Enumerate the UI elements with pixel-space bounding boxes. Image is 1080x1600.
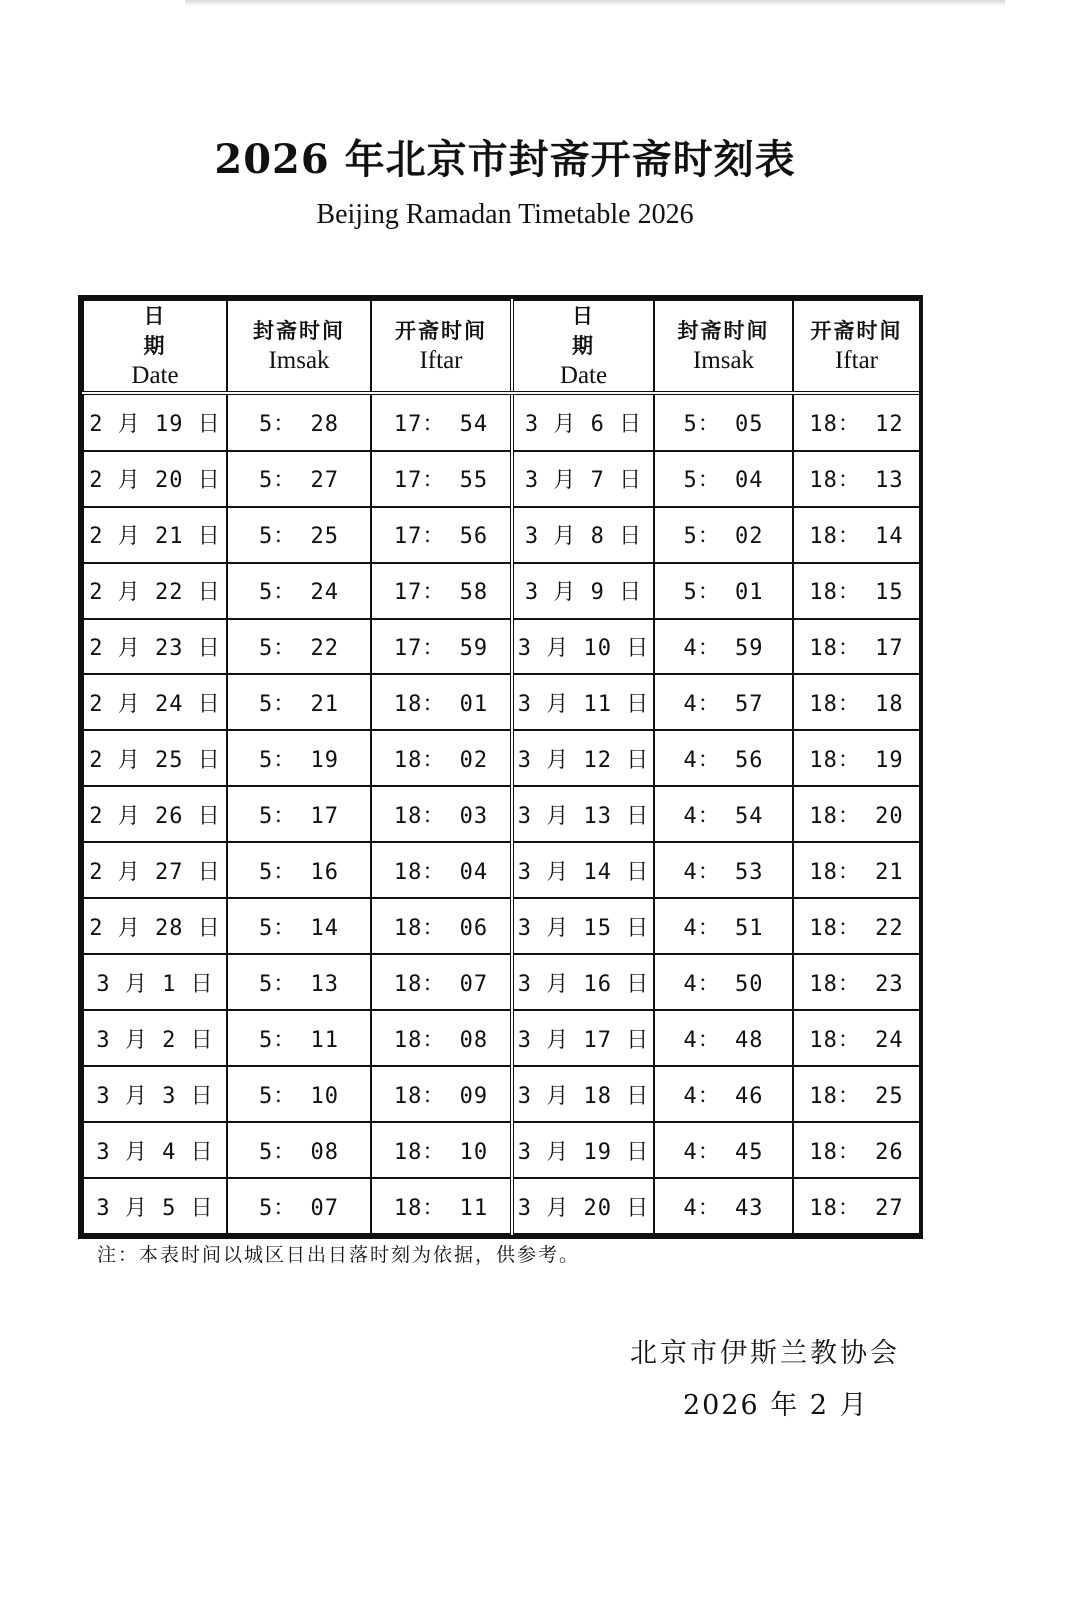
- header-iftar-cn-2: 开斋时间: [810, 319, 903, 343]
- header-iftar-en-2: Iftar: [834, 347, 879, 374]
- imsak-cell: 5： 14: [227, 898, 371, 954]
- date-cell: 2 月 21 日: [83, 507, 227, 563]
- date-cell: 2 月 25 日: [83, 730, 227, 786]
- header-date-cn-2: 日 期: [572, 304, 617, 358]
- iftar-cell: 18： 08: [371, 1010, 512, 1066]
- imsak-cell: 5： 02: [654, 507, 793, 563]
- iftar-cell: 18： 04: [371, 842, 512, 898]
- scan-edge: [185, 0, 1005, 6]
- iftar-cell: 18： 18: [793, 674, 920, 730]
- imsak-cell: 5： 11: [227, 1010, 371, 1066]
- iftar-cell: 18： 02: [371, 730, 512, 786]
- header-iftar-en: Iftar: [419, 347, 463, 374]
- iftar-cell: 18： 20: [793, 786, 920, 842]
- iftar-cell: 18： 24: [793, 1010, 920, 1066]
- imsak-cell: 4： 56: [654, 730, 793, 786]
- iftar-cell: 17： 58: [371, 563, 512, 619]
- date-cell: 3 月 19 日: [512, 1122, 654, 1178]
- iftar-cell: 18： 21: [793, 842, 920, 898]
- table-row: [83, 1122, 920, 1178]
- iftar-cell: 18： 07: [371, 954, 512, 1010]
- imsak-cell: 5： 08: [227, 1122, 371, 1178]
- date-cell: 3 月 4 日: [83, 1122, 227, 1178]
- timetable-grid: [82, 299, 921, 1235]
- header-imsak-en-2: Imsak: [692, 347, 755, 374]
- iftar-cell: 18： 22: [793, 898, 920, 954]
- page-subtitle: Beijing Ramadan Timetable 2026: [316, 199, 694, 230]
- issuer-organization: 北京市伊斯兰教协会: [630, 1338, 900, 1369]
- date-cell: 2 月 22 日: [83, 563, 227, 619]
- table-row: [83, 786, 920, 842]
- header-iftar-cn: 开斋时间: [395, 319, 487, 343]
- imsak-cell: 4： 57: [654, 674, 793, 730]
- iftar-cell: 18： 14: [793, 507, 920, 563]
- imsak-cell: 4： 50: [654, 954, 793, 1010]
- table-row: [83, 563, 920, 619]
- date-cell: 3 月 20 日: [512, 1178, 654, 1234]
- iftar-cell: 18： 23: [793, 954, 920, 1010]
- imsak-cell: 5： 05: [654, 393, 793, 451]
- header-date-cn: 日 期: [143, 304, 189, 358]
- date-cell: 2 月 23 日: [83, 619, 227, 675]
- header-imsak: [227, 300, 371, 393]
- date-cell: 3 月 16 日: [512, 954, 654, 1010]
- iftar-cell: 18： 03: [371, 786, 512, 842]
- imsak-cell: 5： 24: [227, 563, 371, 619]
- imsak-cell: 4： 54: [654, 786, 793, 842]
- date-cell: 3 月 6 日: [512, 393, 654, 451]
- iftar-cell: 17： 59: [371, 619, 512, 675]
- header-imsak-2: [654, 300, 793, 393]
- date-cell: 2 月 24 日: [83, 674, 227, 730]
- imsak-cell: 5： 13: [227, 954, 371, 1010]
- header-imsak-cn: 封斋时间: [253, 319, 345, 343]
- table-row: [83, 507, 920, 563]
- imsak-cell: 5： 27: [227, 451, 371, 507]
- imsak-cell: 5： 04: [654, 451, 793, 507]
- iftar-cell: 18： 09: [371, 1066, 512, 1122]
- iftar-cell: 18： 19: [793, 730, 920, 786]
- date-cell: 3 月 5 日: [83, 1178, 227, 1234]
- imsak-cell: 5： 07: [227, 1178, 371, 1234]
- iftar-cell: 17： 55: [371, 451, 512, 507]
- iftar-cell: 18： 12: [793, 393, 920, 451]
- table-row: [83, 674, 920, 730]
- date-cell: 3 月 2 日: [83, 1010, 227, 1066]
- date-cell: 3 月 9 日: [512, 563, 654, 619]
- header-row: [83, 300, 920, 393]
- header-date-en-2: Date: [559, 362, 608, 389]
- header-date: [83, 300, 227, 393]
- header-imsak-en: Imsak: [268, 347, 330, 374]
- date-cell: 3 月 12 日: [512, 730, 654, 786]
- table-row: [83, 730, 920, 786]
- table-row: [83, 954, 920, 1010]
- date-cell: 3 月 3 日: [83, 1066, 227, 1122]
- date-cell: 2 月 20 日: [83, 451, 227, 507]
- table-row: [83, 842, 920, 898]
- imsak-cell: 4： 45: [654, 1122, 793, 1178]
- iftar-cell: 18： 06: [371, 898, 512, 954]
- iftar-cell: 18： 13: [793, 451, 920, 507]
- table-row: [83, 1010, 920, 1066]
- header-iftar-2: [793, 300, 920, 393]
- imsak-cell: 5： 25: [227, 507, 371, 563]
- date-cell: 2 月 26 日: [83, 786, 227, 842]
- table-row: [83, 898, 920, 954]
- imsak-cell: 5： 16: [227, 842, 371, 898]
- imsak-cell: 4： 48: [654, 1010, 793, 1066]
- iftar-cell: 17： 56: [371, 507, 512, 563]
- iftar-cell: 18： 17: [793, 619, 920, 675]
- imsak-cell: 5： 19: [227, 730, 371, 786]
- date-cell: 3 月 18 日: [512, 1066, 654, 1122]
- header-date-en: Date: [131, 362, 179, 389]
- imsak-cell: 5： 22: [227, 619, 371, 675]
- date-cell: 3 月 1 日: [83, 954, 227, 1010]
- table-row: [83, 1066, 920, 1122]
- date-cell: 3 月 7 日: [512, 451, 654, 507]
- date-cell: 3 月 11 日: [512, 674, 654, 730]
- imsak-cell: 4： 59: [654, 619, 793, 675]
- iftar-cell: 18： 01: [371, 674, 512, 730]
- date-cell: 3 月 15 日: [512, 898, 654, 954]
- imsak-cell: 5： 10: [227, 1066, 371, 1122]
- iftar-cell: 17： 54: [371, 393, 512, 451]
- issue-date: 2026 年 2 月: [683, 1390, 869, 1421]
- date-cell: 3 月 17 日: [512, 1010, 654, 1066]
- iftar-cell: 18： 26: [793, 1122, 920, 1178]
- page-title: 2026 年北京市封斋开斋时刻表: [214, 136, 796, 183]
- timetable: [78, 295, 923, 1239]
- table-row: [83, 619, 920, 675]
- date-cell: 3 月 14 日: [512, 842, 654, 898]
- imsak-cell: 4： 51: [654, 898, 793, 954]
- date-cell: 2 月 27 日: [83, 842, 227, 898]
- iftar-cell: 18： 10: [371, 1122, 512, 1178]
- imsak-cell: 4： 46: [654, 1066, 793, 1122]
- table-row: [83, 393, 920, 451]
- imsak-cell: 4： 43: [654, 1178, 793, 1234]
- date-cell: 2 月 28 日: [83, 898, 227, 954]
- date-cell: 3 月 8 日: [512, 507, 654, 563]
- footnote: 注：本表时间以城区日出日落时刻为依据，供参考。: [97, 1244, 581, 1266]
- iftar-cell: 18： 27: [793, 1178, 920, 1234]
- table-row: [83, 1178, 920, 1234]
- iftar-cell: 18： 15: [793, 563, 920, 619]
- imsak-cell: 5： 01: [654, 563, 793, 619]
- imsak-cell: 5： 17: [227, 786, 371, 842]
- date-cell: 3 月 10 日: [512, 619, 654, 675]
- date-cell: 2 月 19 日: [83, 393, 227, 451]
- date-cell: 3 月 13 日: [512, 786, 654, 842]
- table-row: [83, 451, 920, 507]
- header-imsak-cn-2: 封斋时间: [677, 319, 770, 343]
- iftar-cell: 18： 11: [371, 1178, 512, 1234]
- imsak-cell: 5： 21: [227, 674, 371, 730]
- header-iftar: [371, 300, 512, 393]
- imsak-cell: 5： 28: [227, 393, 371, 451]
- header-date-2: [512, 300, 654, 393]
- imsak-cell: 4： 53: [654, 842, 793, 898]
- iftar-cell: 18： 25: [793, 1066, 920, 1122]
